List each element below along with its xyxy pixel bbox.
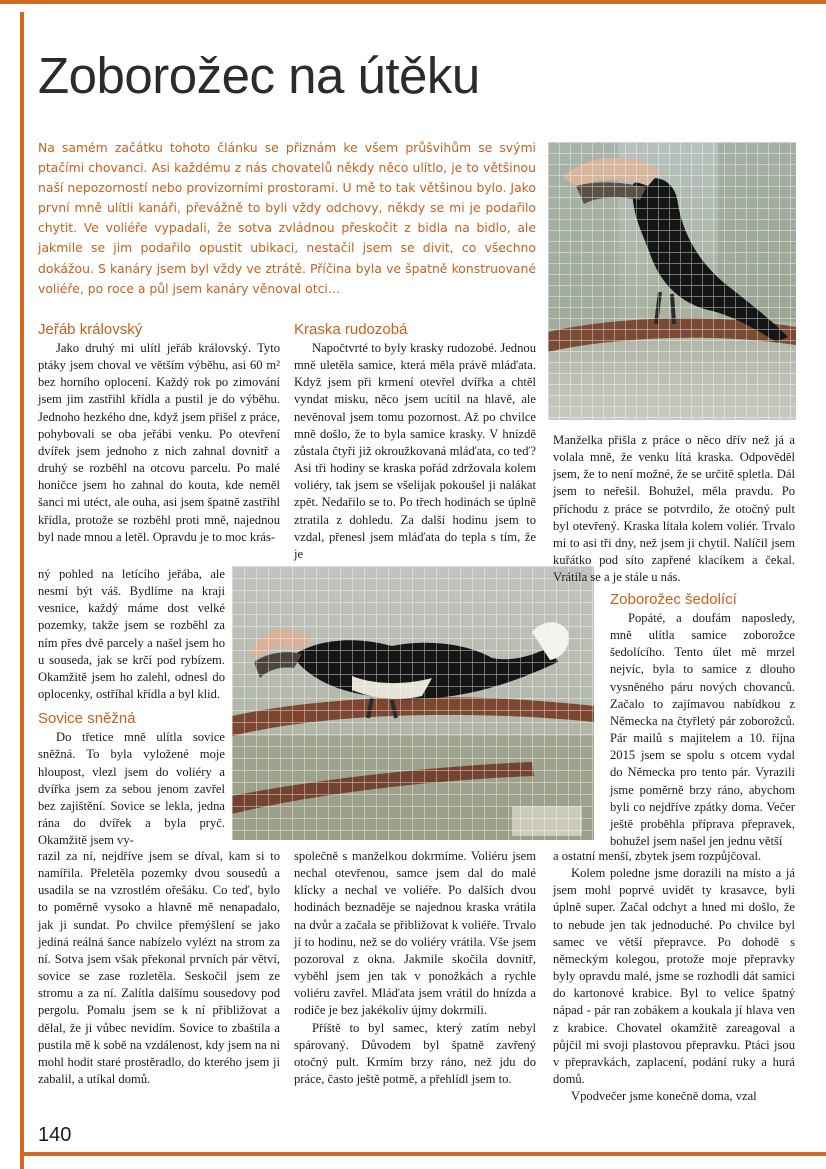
article-lead: Na samém začátku tohoto článku se přiznám ke všem průšvihům se svými ptačími chovanci. Asi každému z nás chovatelů někdy něco ulítlo, je to většinou naší nepozorností nebo provizorními prostorami. U mě to tak většinou bylo. Jako první mně ulítli kanáři, převážně to byli vždy odchovy, někdy se mi je podařilo chytit. Ve voliéře vypadali, že sotva zvládnou přeskočit z bidla na bidlo, ale jakmile se jim podařilo opustit ubikaci, nestačil jsem se divit, co všechno dokážou. S kanáry jsem byl vždy ve ztrátě. Příčina byla ve špatně konstruované voliéře, po roce a půl jsem kanáry věnoval otci…	[38, 140, 536, 296]
section-heading-sovice: Sovice sněžná	[38, 710, 136, 728]
hornbill-photo-middle	[232, 566, 594, 840]
section-heading-kraska: Kraska rudozobá	[294, 321, 408, 338]
column-3-top	[553, 432, 795, 586]
zoborozec-paragraph-4: Vpodvečer jsme konečně doma, vzal	[571, 1089, 757, 1104]
frame-left-rule	[20, 12, 24, 1169]
frame-bottom-rule	[20, 1152, 826, 1156]
jerab-paragraph-1: Jako druhý mi ulítl jeřáb královský. Tyto ptáky jsem choval ve větším výběhu, asi 60 m² bez horního oplocení. Každý rok po zimování jsem jim zastřihl křídla a pustil je do výběhu. Jednoho hezkého dne, když jsem přišel z práce, pohybovali se oba jeřábi venku. Po otevření dvířek jsem jednoho z nich zahnal dovnitř a druhý se rozběhl na otcovu parcelu. Po malé honičce jsem ho zahnal do kouta, kde neměl šanci mi utéct, ale ouha, asi jsem špatně zastřihl křídla, protože se rozběhl proti mně, najednou byl nade mnou a letěl. Opravdu je to moc krás-	[38, 341, 280, 544]
kraska-paragraph-2: společně s manželkou dokrmíme. Voliéru jsem nechal otevřenou, samce jsem dal do malé klícky a nechal ve voliéře. Po dalších dvou hodinách beznaděje se najednou kraska vrátila na dvůr a začala se přibližovat k voliéře. Trvalo jí to hodinu, než se do voliéry vrátila. Vše jsem pozoroval z okna. Jakmile skočila dovnitř, vyběhl jsem jen tak v ponožkách a rychle voliéru zavřel. Mláďata jsem vrátil do hnízda a rodiče je bez jakékoliv újmy dokrmili.	[294, 849, 536, 1018]
column-3-wrap	[610, 584, 795, 850]
jerab-paragraph-2: ný pohled na letícího jeřába, ale nesmí být váš. Bydlíme na kraji vesnice, každý máme dost velké pozemky, takže jsem se rozběhl za ním přes dvě parcely a našel jsem ho u souseda, jak se krčí pod rybízem. Okamžitě jsem ho zalehl, odnesl do oplocenky, ostříhal křídla a byl klid.	[38, 567, 225, 702]
sovice-paragraph-2: razil za ní, nejdříve jsem se díval, kam si to namířila. Přeletěla pozemky dvou sousedů a usadila se na vzrostlém ořešáku. Co teď, bylo to poměrně vysoko a hlavně mě nenapadalo, jak ji sundat. Po chvilce přemýšlení se jako jediná reálná šance nabízelo vylézt na strom za ní. Sotva jsem však překonal prvních pár větví, sovice se zase rozletěla. Seskočil jsem ze stromu a za ní. Zalítla dalšímu sousedovy pod pergolu. Pomalu jsem se k ní přibližovat a dělal, že ji vůbec nevidím. Sovice to zbaštila a pustila mě k sobě na vzdálenost, kdy jsem na ni mohl hodit staré prostěradlo, do kterého jsem ji zabalil, a utíkal domů.	[38, 849, 280, 1087]
article-title: Zoborožec na útěku	[38, 47, 480, 104]
column-2-bottom	[294, 848, 536, 1088]
zoborozec-paragraph-2: a ostatní menší, zbytek jsem rozpůjčoval.	[553, 849, 762, 863]
section-heading-zoborozec: Zoborožec šedolící	[610, 591, 737, 608]
column-3-bottom	[553, 848, 795, 1105]
sovice-paragraph-1: Do třetice mně ulítla sovice sněžná. To byla vyložené moje hloupost, vlezl jsem do voliéry a dvířka jsem za sebou jenom zavřel bez zajištění. Sovice se lekla, jedna rána do dvířek a byla pryč. Okamžitě jsem vy-	[38, 730, 225, 848]
section-heading-jerab: Jeřáb královský	[38, 321, 143, 338]
page-number: 140	[38, 1124, 72, 1146]
column-1-bottom	[38, 848, 280, 1088]
kraska-paragraph-3: Příště to byl samec, který zatím nebyl spárovaný. Důvodem byl špatně zavřený otočný pult. Krmím brzy ráno, než jdu do práce, často ještě potmě, a přehlídl jsem to.	[294, 1020, 536, 1087]
kraska-paragraph-1: Napočtvrté to byly krasky rudozobé. Jednou mně uletěla samice, která měla právě mláďata. Když jsem při krmení otevřel dvířka a chtěl vyndat misku, něco jsem ucítil na hlavě, ale nevěnoval jsem tomu pozornost. Až po chvilce mně došlo, že to byla samice krasky. V hnízdě zůstala čtyři již okroužkovaná mláďata, co teď? Asi tři hodiny se kraska pořád zdržovala kolem voliéry, tak jsem se všelijak pokoušel ji nalákat zpět. Nedařilo se to. Po třech hodinách se úplně ztratila z dohledu. Za další hodinu jsem to vzdal, přenesl jsem mláďata do tepla s tím, že je	[294, 341, 536, 561]
column-1-top	[38, 320, 280, 546]
frame-top-rule	[0, 0, 826, 4]
kraska-paragraph-4: Manželka přišla z práce o něco dřív než já a volala mně, že venku lítá kraska. Odpověděl jsem, že to není možné, že se určitě spletla. Dál jsem to neřešil. Bohužel, měla pravdu. Po příchodu z práce se potvrdilo, že otočný pult byl otevřený. Kraska lítala kolem voliér. Trvalo mi to asi tři dny, než jsem ji chytil. Nalíčil jsem kuřátko pod síto zapřené klacíkem a čekal. Vrátila se a je stále u nás.	[553, 433, 795, 585]
column-2-top	[294, 320, 536, 563]
zoborozec-paragraph-1: Popáté, a doufám naposledy, mně ulítla samice zoborožce šedolícího. Tento úlet mě mrzel nejvíc, byla to samice z dlouho vysněného páru nových chovanců. Začalo to zajímavou nabídkou z Německa na čtyřletý pár zoborožců. Pár mailů s majitelem a 10. října 2015 jsem se spolu s otcem vydal do Německa pro tento pár. Vyrazili jsme poměrně brzy ráno, abychom byli co nejdříve zpátky doma. Večer ještě proběhla příprava přepravek, bohužel jsem našel jen jednu větší	[610, 611, 795, 849]
zoborozec-paragraph-3: Kolem poledne jsme dorazili na místo a já jsem mohl poprvé uvidět ty krasavce, byli úplně super. Začal odchyt a hned mi došlo, že to nebude jen tak jednoduché. Po chvilce byl samec ve větší přepravce. Po dohodě s německým kolegou, protože moje přepravky byly opravdu malé, jsme se rozhodli dát samici do kartonové krabice. Byl to velice špatný nápad - pár ran zobákem a koukala jí hlava ven z krabice. Chovatel okamžitě zareagoval a půjčil mi svoji plastovou přepravku. Ptáci jsou v přepravkách, zaplacení, podání ruky a hurá domů.	[553, 866, 795, 1087]
hornbill-photo-top	[548, 142, 796, 420]
column-1-wrap	[38, 566, 225, 849]
